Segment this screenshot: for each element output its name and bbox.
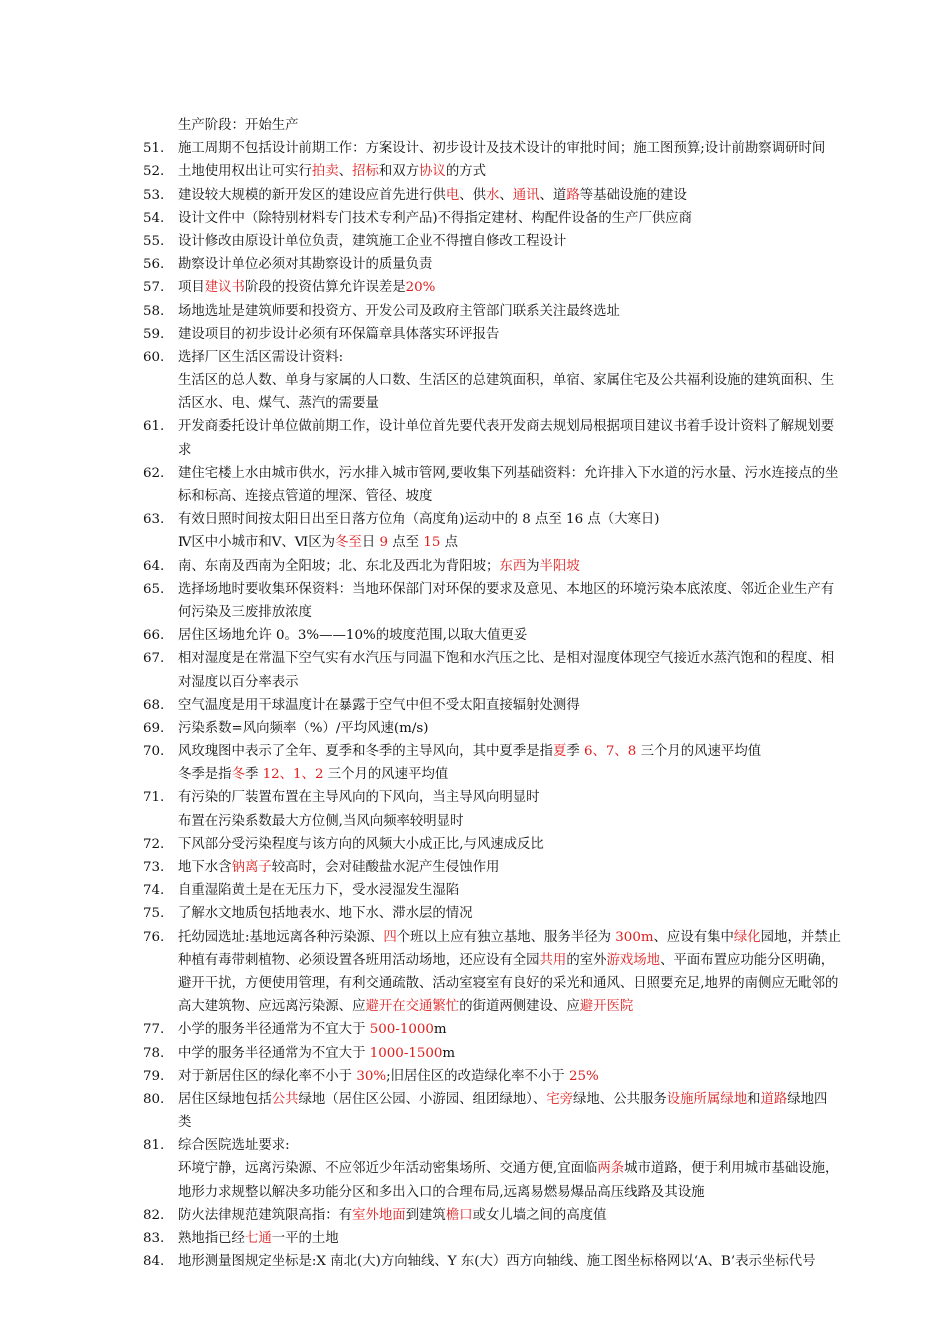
document-line (0, 207, 950, 230)
text-run: 日 (361, 535, 380, 551)
text-run: 求 (178, 442, 192, 458)
document-line (0, 717, 950, 740)
text-run: 三个月的风速平均值 (323, 767, 449, 783)
document-line (0, 786, 950, 809)
text-run: 场地选址是建筑师要和投资方、开发公司及政府主管部门联系关注最终选址 (178, 303, 620, 319)
highlighted-term: 七通 (244, 1231, 272, 1246)
highlighted-term: 通讯 (512, 187, 540, 203)
text-run: 防火法律规范建筑限高指：有 (178, 1207, 353, 1223)
document-line (0, 833, 950, 856)
highlighted-term: 30% (356, 1068, 387, 1084)
document-line (0, 462, 950, 485)
document-body (0, 114, 950, 1273)
item-number: 63. (143, 512, 165, 528)
document-line (0, 1227, 950, 1250)
line-text (178, 833, 544, 856)
item-number: 64. (143, 558, 165, 574)
line-text (178, 1181, 705, 1204)
text-run: 设计修改由原设计单位负责，建筑施工企业不得擅自修改工程设计 (178, 233, 567, 249)
line-text (178, 137, 825, 160)
text-run: 高大建筑物、应远离污染源、应 (178, 999, 366, 1015)
highlighted-term: 12、1、2 (262, 767, 324, 783)
text-run: 地形测量图规定坐标是:X 南北(大)方向轴线、Y 东(大）西方向轴线、施工图坐标格网以‘A、B’表示坐标代号 (178, 1254, 816, 1270)
line-text (178, 902, 473, 925)
document-line (0, 1111, 950, 1134)
document-line (0, 369, 950, 392)
highlighted-term: 绿化 (733, 929, 761, 945)
text-run: 熟地指已经 (178, 1231, 245, 1246)
document-line (0, 578, 950, 601)
text-run: 、道 (539, 187, 567, 203)
document-line (0, 1157, 950, 1180)
item-number: 54. (143, 210, 165, 226)
document-line (0, 949, 950, 972)
text-run: 阶段的投资估算允许误差是 (244, 280, 406, 296)
document-line (0, 323, 950, 346)
highlighted-term: 协议 (419, 164, 446, 180)
item-number: 67. (143, 651, 165, 667)
document-line (0, 1181, 950, 1204)
text-run: 布置在污染系数最大方位侧,当风向频率较明显时 (178, 813, 464, 829)
highlighted-term: 冬至 (335, 535, 362, 551)
document-line (0, 531, 950, 554)
document-line (0, 902, 950, 925)
line-text (178, 1018, 447, 1041)
line-text (178, 1134, 290, 1157)
line-text (178, 1227, 339, 1250)
highlighted-term: 东西 (499, 558, 527, 574)
text-run: 较高时，会对硅酸盐水泥产生侵蚀作用 (271, 860, 500, 875)
item-number: 68. (143, 697, 165, 713)
text-run: 和 (747, 1091, 761, 1107)
highlighted-term: 300m (615, 929, 654, 945)
line-text (178, 114, 299, 137)
text-run: 园地，并禁止 (760, 929, 842, 945)
highlighted-term: 钠离子 (231, 860, 272, 875)
item-number: 61. (143, 419, 165, 435)
text-run: 三个月的风速平均值 (636, 744, 762, 760)
text-run: 何污染及三废排放浓度 (178, 604, 312, 620)
highlighted-term: 两条 (597, 1161, 625, 1177)
text-run: 类 (178, 1115, 192, 1131)
text-run: 开发商委托设计单位做前期工作，设计单位首先要代表开发商去规划局根据项目建议书着手设计资料了解规划要 (178, 419, 835, 435)
line-text (178, 1250, 816, 1273)
text-run: 为 (526, 558, 540, 574)
document-line (0, 114, 950, 137)
highlighted-term: 500-1000 (369, 1022, 434, 1038)
highlighted-term: 15 (423, 535, 441, 551)
text-run: 、应设有集中 (653, 929, 734, 945)
item-number: 52. (143, 164, 165, 180)
text-run: 季 (244, 767, 263, 783)
text-run: 土地使用权出让可实行 (178, 164, 312, 180)
text-run: 选择场地时要收集环保资料：当地环保部门对环保的要求及意见、本地区的环境污染本底浓度、邻近企业生产有 (178, 581, 835, 597)
highlighted-term: 25% (568, 1068, 599, 1084)
text-run: Ⅳ区中小城市和Ⅴ、Ⅵ区为 (178, 535, 336, 551)
text-run: 点 (440, 535, 459, 551)
line-text (178, 972, 838, 995)
line-text (178, 392, 379, 415)
document-line (0, 485, 950, 508)
item-number: 80. (143, 1091, 165, 1107)
document-line (0, 1134, 950, 1157)
highlighted-term: 20% (405, 280, 436, 296)
text-run: 点至 (388, 535, 424, 551)
text-run: 空气温度是用干球温度计在暴露于空气中但不受太阳直接辐射处测得 (178, 697, 580, 713)
highlighted-term: 6、7、8 (583, 744, 637, 760)
item-number: 60. (143, 349, 165, 365)
item-number: 70. (143, 744, 165, 760)
text-run: 避开干扰，方便使用管理，有利交通疏散、活动室寝室有良好的采光和通风、日照要充足,地界的南侧应无毗邻的 (178, 975, 839, 991)
text-run: 个班以上应有独立基地、服务半径为 (396, 929, 616, 945)
line-text (178, 508, 660, 531)
line-text (178, 856, 499, 879)
text-run: 有污染的厂装置布置在主导风向的下风向，当主导风向明显时 (178, 790, 540, 806)
highlighted-term: 招标 (352, 164, 379, 180)
line-text (178, 763, 448, 786)
text-run: 生产阶段：开始生产 (178, 118, 299, 133)
item-number: 56. (143, 257, 165, 273)
text-run: 的室外 (566, 952, 607, 968)
text-run: 有效日照时间按太阳日出至日落方位角（高度角)运动中的 8 点至 16 点（大寒日) (178, 512, 660, 528)
text-run: 居住区绿地包括 (178, 1091, 272, 1107)
text-run: 环境宁静，远离污染源、不应邻近少年活动密集场所、交通方便,宜面临 (178, 1161, 598, 1177)
line-text (178, 253, 432, 276)
line-text (178, 555, 580, 578)
item-number: 65. (143, 581, 165, 597)
document-line (0, 555, 950, 578)
document-line (0, 1204, 950, 1227)
highlighted-term: 室外地面 (352, 1207, 406, 1223)
item-number: 59. (143, 326, 165, 342)
document-line (0, 879, 950, 902)
text-run: 城市道路，便于利用城市基础设施， (624, 1161, 839, 1177)
document-line (0, 926, 950, 949)
item-number: 51. (143, 141, 165, 157)
document-line (0, 160, 950, 183)
highlighted-term: 路 (566, 187, 580, 203)
line-text (178, 346, 343, 369)
item-number: 62. (143, 465, 165, 481)
highlighted-term: 设施所属绿地 (666, 1091, 748, 1107)
document-line (0, 1088, 950, 1111)
text-run: 或女儿墙之间的高度值 (472, 1207, 607, 1223)
line-text (178, 485, 432, 508)
line-text (178, 926, 841, 949)
text-run: 自重湿陷黄土是在无压力下，受水浸湿发生湿陷 (178, 883, 460, 899)
item-number: 76. (143, 929, 165, 945)
document-line (0, 1250, 950, 1273)
item-number: 72. (143, 836, 165, 852)
line-text (178, 949, 834, 972)
document-line (0, 508, 950, 531)
document-line (0, 740, 950, 763)
item-number: 78. (143, 1045, 165, 1061)
text-run: 一平的土地 (271, 1231, 339, 1246)
text-run: 绿地（居住区公园、小游园、组团绿地）、 (298, 1091, 547, 1107)
text-run: 生活区的总人数、单身与家属的人口数、生活区的总建筑面积，单宿、家属住宅及公共福利设施的建筑面积、生 (178, 373, 835, 389)
line-text (178, 323, 499, 346)
document-line (0, 392, 950, 415)
document-line (0, 230, 950, 253)
item-number: 77. (143, 1022, 165, 1038)
line-text (178, 624, 527, 647)
line-text (178, 995, 633, 1018)
document-line (0, 972, 950, 995)
text-run: 建住宅楼上水由城市供水，污水排入城市管网,要收集下列基础资料：允许排入下水道的污水量、污水连接点的坐 (178, 465, 839, 481)
line-text (178, 439, 191, 462)
text-run: 和双方 (378, 164, 420, 180)
line-text (178, 671, 299, 694)
document-line (0, 346, 950, 369)
text-run: 种植有毒带刺植物、必须设置各班用活动场地，还应设有全园 (178, 952, 540, 968)
text-run: 选择厂区生活区需设计资料: (178, 349, 344, 365)
line-text (178, 531, 458, 554)
line-text (178, 694, 580, 717)
item-number: 79. (143, 1068, 165, 1084)
highlighted-term: 四 (383, 929, 397, 945)
line-text (178, 601, 312, 624)
text-run: 地下水含 (178, 860, 232, 875)
line-text (178, 1157, 838, 1180)
item-number: 55. (143, 233, 165, 249)
item-number: 57. (143, 280, 165, 296)
line-text (178, 207, 692, 230)
text-run: 地形力求规整以解决多功能分区和多出入口的合理布局,远离易燃易爆品高压线路及其设施 (178, 1184, 705, 1200)
text-run: 对于新居住区的绿化率不小于 (178, 1068, 357, 1084)
line-text (178, 1111, 191, 1134)
document-line (0, 647, 950, 670)
item-number: 83. (143, 1231, 165, 1246)
text-run: 、 (338, 164, 353, 180)
item-number: 58. (143, 303, 165, 319)
text-run: 对湿度以百分率表示 (178, 674, 299, 690)
item-number: 75. (143, 906, 165, 922)
text-run: 下风部分受污染程度与该方向的风频大小成正比,与风速成反比 (178, 836, 544, 852)
highlighted-term: 水 (485, 187, 500, 203)
text-run: 项目 (178, 280, 205, 296)
item-number: 53. (143, 187, 165, 203)
document-line (0, 415, 950, 438)
highlighted-term: 道路 (760, 1091, 788, 1107)
highlighted-term: 共用 (539, 952, 567, 968)
line-text (178, 786, 540, 809)
line-text (178, 462, 838, 485)
highlighted-term: 1000-1500 (369, 1045, 443, 1061)
text-run: 活区水、电、煤气、蒸汽的需要量 (178, 396, 379, 412)
text-run: 设计文件中（除特别材料专门技术专利产品)不得指定建材、构配件设备的生产厂供应商 (178, 210, 693, 226)
text-run: 托幼园选址:基地远离各种污染源、 (178, 929, 384, 945)
document-line (0, 856, 950, 879)
highlighted-term: 檐口 (445, 1207, 473, 1223)
document-line (0, 276, 950, 299)
line-text (178, 1088, 827, 1111)
line-text (178, 578, 834, 601)
text-run: 等基础设施的建设 (579, 187, 687, 203)
text-run: 冬季是指 (178, 767, 232, 783)
document-line (0, 1065, 950, 1088)
document-line (0, 810, 950, 833)
text-run: 建设项目的初步设计必须有环保篇章具体落实环评报告 (178, 326, 500, 342)
text-run: 标和标高、连接点管道的埋深、管径、坡度 (178, 489, 433, 504)
line-text (178, 300, 620, 323)
highlighted-term: 宅旁 (546, 1091, 574, 1107)
text-run: 风玫瑰图中表示了全年、夏季和冬季的主导风向，其中夏季是指 (178, 744, 553, 760)
document-line (0, 671, 950, 694)
highlighted-term: 冬 (231, 767, 245, 783)
line-text (178, 647, 834, 670)
highlighted-term: 半阳坡 (539, 558, 580, 574)
item-number: 69. (143, 720, 165, 736)
line-text (178, 1042, 455, 1065)
text-run: 中学的服务半径通常为不宜大于 (178, 1045, 370, 1061)
document-line (0, 439, 950, 462)
item-number: 84. (143, 1254, 165, 1270)
text-run: 的方式 (445, 164, 486, 180)
item-number: 71. (143, 790, 165, 806)
text-run: 了解水文地质包括地表水、地下水、滞水层的情况 (178, 906, 473, 922)
document-line (0, 253, 950, 276)
document-line (0, 1018, 950, 1041)
line-text (178, 230, 566, 253)
highlighted-term: 电 (445, 187, 460, 203)
line-text (178, 879, 459, 902)
text-run: ;旧居住区的改造绿化率不小于 (386, 1068, 569, 1084)
item-number: 66. (143, 628, 165, 644)
text-run: 污染系数=风向频率（%）/平均风速(m/s) (178, 720, 429, 736)
highlighted-term: 9 (379, 535, 389, 551)
document-line (0, 995, 950, 1018)
document-line (0, 601, 950, 624)
line-text (178, 415, 834, 438)
document-line (0, 694, 950, 717)
highlighted-term: 避开在交通繁忙 (365, 999, 460, 1015)
text-run: m (433, 1022, 447, 1038)
highlighted-term: 游戏场地 (606, 952, 661, 968)
text-run: 施工周期不包括设计前期工作：方案设计、初步设计及技术设计的审批时间；施工图预算;设计前勘察调研时间 (178, 141, 826, 157)
item-number: 82. (143, 1207, 165, 1223)
text-run: m (442, 1045, 456, 1061)
text-run: 、供 (459, 187, 486, 203)
document-line (0, 763, 950, 786)
text-run: 居住区场地允许 0。3%——10%的坡度范围,以取大值更妥 (178, 628, 528, 644)
text-run: 季 (566, 744, 584, 760)
text-run: 绿地四 (787, 1091, 828, 1107)
text-run: 、平面布置应功能分区明确， (660, 952, 835, 968)
line-text (178, 184, 687, 207)
line-text (178, 740, 761, 763)
text-run: 到建筑 (405, 1207, 446, 1223)
document-line (0, 184, 950, 207)
document-line (0, 300, 950, 323)
document-line (0, 624, 950, 647)
highlighted-term: 拍卖 (311, 164, 339, 180)
item-number: 73. (143, 860, 165, 875)
line-text (178, 160, 486, 183)
text-run: 南、东南及西南为全阳坡；北、东北及西北为背阳坡； (178, 558, 500, 574)
highlighted-term: 建议书 (204, 280, 245, 296)
line-text (178, 276, 435, 299)
text-run: 小学的服务半径通常为不宜大于 (178, 1022, 370, 1038)
highlighted-term: 避开医院 (579, 999, 634, 1015)
line-text (178, 1065, 599, 1088)
highlighted-term: 公共 (271, 1091, 299, 1107)
text-run: 综合医院选址要求: (178, 1138, 290, 1154)
text-run: 、 (499, 187, 513, 203)
item-number: 74. (143, 883, 165, 899)
text-run: 相对湿度是在常温下空气实有水汽压与同温下饱和水汽压之比、是相对湿度体现空气接近水蒸汽饱和的程度、相 (178, 651, 835, 667)
line-text (178, 810, 463, 833)
text-run: 勘察设计单位必须对其勘察设计的质量负责 (178, 257, 433, 273)
line-text (178, 717, 428, 740)
text-run: 绿地、公共服务 (573, 1091, 667, 1107)
text-run: 建设较大规模的新开发区的建设应首先进行供 (178, 187, 446, 203)
document-line (0, 137, 950, 160)
item-number: 81. (143, 1138, 165, 1154)
line-text (178, 1204, 607, 1227)
line-text (178, 369, 834, 392)
highlighted-term: 夏 (552, 744, 567, 760)
text-run: 的街道两侧建设、应 (459, 999, 580, 1015)
document-line (0, 1042, 950, 1065)
